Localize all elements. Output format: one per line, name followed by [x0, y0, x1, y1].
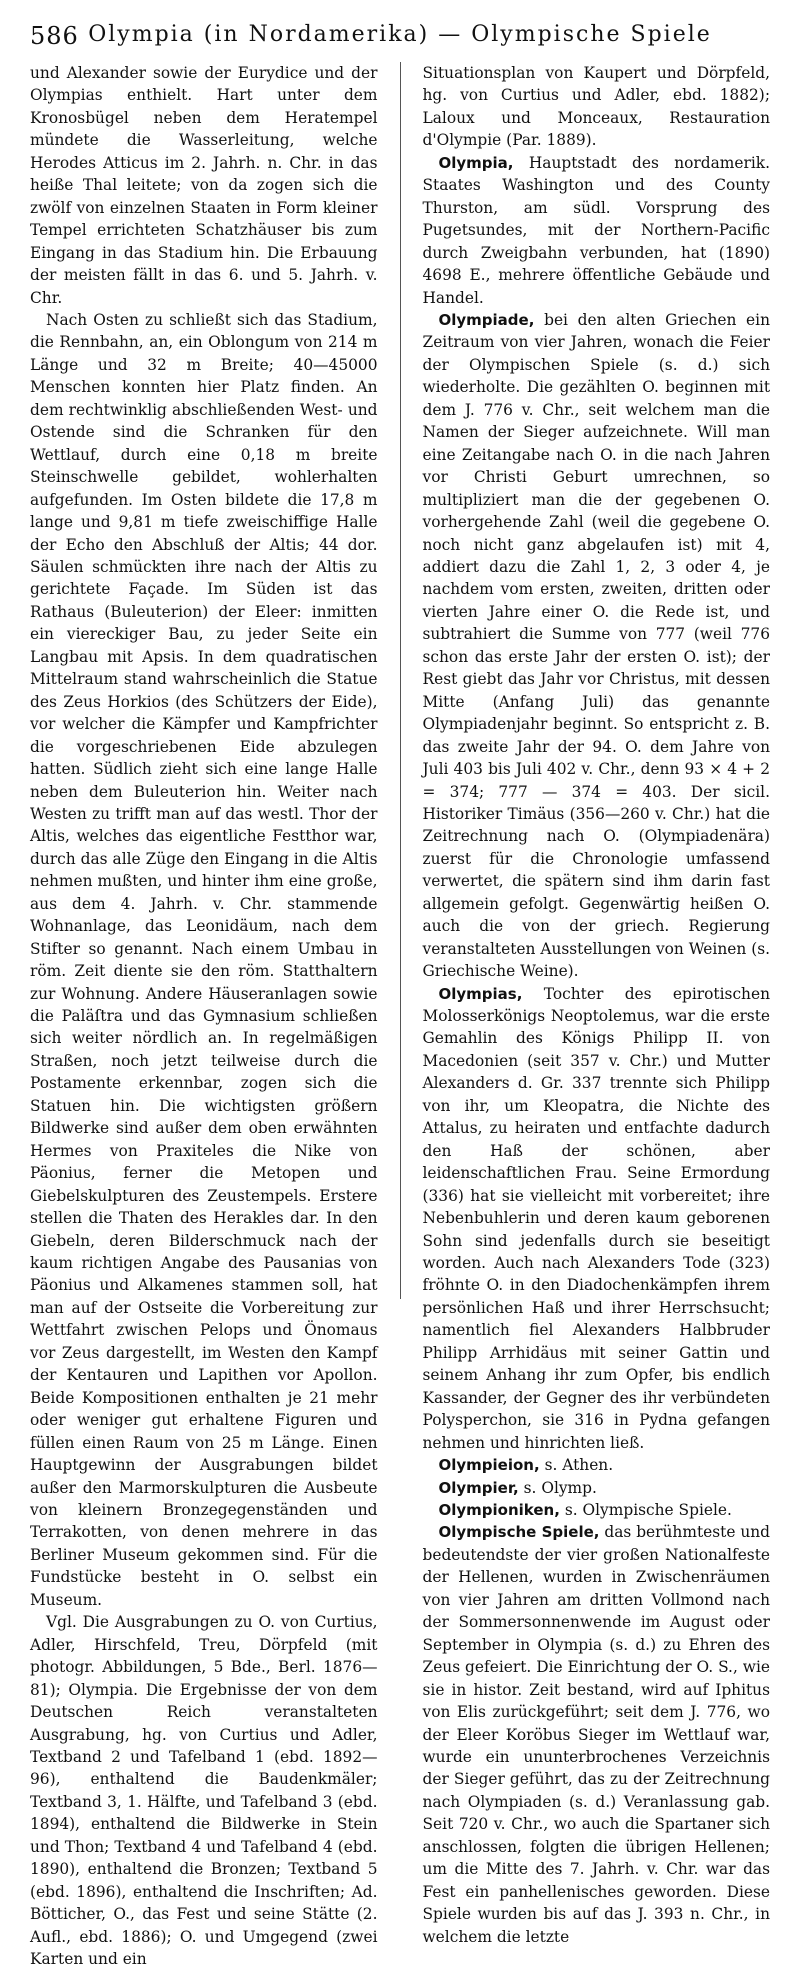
headword: Olympioniken,: [438, 1501, 560, 1519]
headword: Olympische Spiele,: [438, 1523, 600, 1542]
entry-olympische-spiele: [423, 1521, 771, 1948]
page-number: 586: [30, 22, 79, 50]
entry-text: Situationsplan von Kaupert und Dörpfeld, hg. von Curtius und Adler, ebd. 1882); Laloux und Monceaux, Restauration d'Olympie (Par. 1889).: [422, 64, 770, 150]
entry-olympiade: [423, 309, 771, 983]
page-header: [30, 14, 770, 54]
entry-text: Tochter des epirotischen Molosserkönigs Neoptolemus, war die erste Gemahlin des Königs Philipp II. von Macedonien (seit 357 v. Chr.) und Mutter Alexanders d. Gr. 337 trennte sich Philipp von ihr, um Kleopatra, die Nichte des Attalus, zu heiraten und entfachte dadurch den Haß der schönen, aber leidenschaftlichen Frau. Seine Ermordung (336) hat sie vielleicht mit vorbereitet; ihre Nebenbuhlerin und deren kaum geborenen Sohn sind jedenfalls durch sie beseitigt worden. Auch nach Alexanders Tode (323) fröhnte O. in den Diadochenkämpfen ihrem persönlichen Haß und ihrer Herrschsucht; namentlich fiel Alexanders Halbbruder Philipp Arrhidäus mit seiner Gattin und seinem Anhang ihr zum Opfer, bis endlich Kassander, der Gegner des ihr verbündeten Polysperchon, sie 316 in Pydna gefangen nehmen und hinrichten ließ.: [422, 984, 770, 1452]
entry-text: Hauptstadt des nordamerik. Staates Washington und des County Thurston, am südl. Vorsprung des Pugetsundes, mit der Northern-Pacific durch Zweigbahn verbunden, hat (1890) 4698 E., mehrere öffentliche Gebäude und Handel.: [422, 153, 770, 307]
entry-olympias: [423, 983, 771, 1455]
text-columns: [30, 62, 771, 1969]
entry-text: bei den alten Griechen ein Zeitraum von vier Jahren, wonach die Feier der Olympischen Spiele (s. d.) sich wiederholte. Die gezählten O. beginnen mit dem J. 776 v. Chr., seit welchem man die Namen der Sieger aufzeichnete. Will man eine Zeitangabe nach O. in die nach Jahren vor Christi Geburt umrechnen, so multipliziert man die der gegebenen O. vorhergehende Zahl (weil die gegebene O. noch nicht ganz abgelaufen ist) mit 4, addiert dazu die Zahl 1, 2, 3 oder 4, je nachdem vom ersten, zweiten, dritten oder vierten Jahre einer O. die Rede ist, und subtrahiert die Summe von 777 (weil 776 schon das erste Jahr der ersten O. ist); der Rest giebt das Jahr vor Christus, mit dessen Mitte (Anfang Juli) das genannte Olympiadenjahr beginnt. So entspricht z. B. das zweite Jahr der 94. O. dem Jahre von Juli 403 bis Juli 402 v. Chr., denn 93 × 4 + 2 = 374; 777 — 374 = 403. Der sicil. Historiker Timäus (356—260 v. Chr.) hat die Zeitrechnung nach O. (Olympiadenära) zuerst für die Chronologie umfassend verwertet, die spätern sind ihm darin fast allgemein gefolgt. Gegenwärtig heißen O. auch die von der griech. Regierung veranstalteten Ausstellungen von Weinen (s. Griechische Weine).: [422, 310, 770, 981]
entry-text: s. Olymp.: [518, 1478, 597, 1497]
entry-olympieion: [423, 1454, 771, 1476]
paragraph: Vgl. Die Ausgrabungen zu O. von Curtius, Adler, Hirschfeld, Treu, Dörpfeld (mit photogr. Abbildungen, 5 Bde., Berl. 1876—81); Olympia. Die Ergebnisse der von dem Deutschen Reich veranstalteten Ausgrabung, hg. von Curtius und Adler, Textband 2 und Tafelband 1 (ebd. 1892—96), enthaltend die Baudenkmäler; Textband 3, 1. Hälfte, und Tafelband 3 (ebd. 1894), enthaltend die Bildwerke in Stein und Thon; Textband 4 und Tafelband 4 (ebd. 1890), enthaltend die Bronzen; Textband 5 (ebd. 1896), enthaltend die Inschriften; Ad. Bötticher, O., das Fest und seine Stätte (2. Aufl., ebd. 1886); O. und Umgegend (zwei Karten und ein: [30, 1613, 378, 1969]
headword: Olympia,: [438, 153, 514, 172]
headword: Olympieion,: [438, 1456, 540, 1475]
headword: Olympias,: [438, 984, 523, 1003]
headword: Olympiade,: [438, 310, 535, 329]
entry-text: das berühmteste und bedeutendste der vier großen Nationalfeste der Hellenen, wurden in Zwischenräumen von vier Jahren am dritten Vollmond nach der Sommersonnenwende im August oder September in Olympia (s. d.) zu Ehren des Zeus gefeiert. Die Einrichtung der O. S., wie sie in histor. Zeit bestand, wird auf Iphitus von Elis zurückgeführt; seit dem J. 776, wo der Eleer Koröbus Sieger im Wettlauf war, wurde ein ununterbrochenes Verzeichnis der Sieger geführt, das zu der Zeitrechnung nach Olympiaden (s. d.) Veranlassung gab. Seit 720 v. Chr., wo auch die Spartaner sich anschlossen, folgten die übrigen Hellenen; um die Mitte des 7. Jahrh. v. Chr. war das Fest ein panhellenisches geworden. Diese Spiele wurden bis auf das J. 393 n. Chr., in welchem die letzte: [422, 1523, 771, 1946]
headword: Olympier,: [438, 1478, 519, 1497]
right-column: [422, 62, 771, 1946]
entry-olympia: [423, 152, 771, 309]
running-head: Olympia (in Nordamerika) — Olympische Spiele: [88, 22, 712, 47]
entry-olympioniken: [423, 1499, 771, 1521]
column-divider: [400, 62, 401, 1299]
entry-continuation: [423, 62, 771, 152]
paragraph: Nach Osten zu schließt sich das Stadium, die Rennbahn, an, ein Oblongum von 214 m Länge und 32 m Breite; 40—45000 Menschen konnten hier Platz finden. An dem rechtwinklig abschließenden West- und Ostende sind die Schranken für den Wettlauf, durch eine 0,18 m breite Steinschwelle gebildet, wohlerhalten aufgefunden. Im Osten bildete die 17,8 m lange und 9,81 m tiefe zweischiffige Halle der Echo den Abschluß der Altis; 44 dor. Säulen schmückten ihre nach der Altis zu gerichtete Façade. Im Süden ist das Rathaus (Buleuterion) der Eleer: inmitten ein viereckiger Bau, zu jeder Seite ein Langbau mit Apsis. In dem quadratischen Mittelraum stand wahrscheinlich die Statue des Zeus Horkios (des Schützers der Eide), vor welcher die Kämpfer und Kampfrichter die vorgeschriebenen Eide abzulegen hatten. Südlich zieht sich eine lange Halle neben dem Buleuterion hin. Weiter nach Westen zu trifft man auf das westl. Thor der Altis, welches das eigentliche Festthor war, durch das alle Züge den Eingang in die Altis nehmen mußten, und hinter ihm eine große, aus dem 4. Jahrh. v. Chr. stammende Wohnanlage, das Leonidäum, nach dem Stifter so genannt. Nach einem Umbau in röm. Zeit diente sie den röm. Statthaltern zur Wohnung. Andere Häuseranlagen sowie die Paläſtra und das Gymnasium schließen sich weiter nördlich an. In regelmäßigen Straßen, noch jetzt teilweise durch die Postamente erkennbar, zogen sich die Statuen hin. Die wichtigsten größern Bildwerke sind außer dem oben erwähnten Hermes von Praxiteles die Nike von Päonius, ferner die Metopen und Giebelskulpturen des Zeustempels. Erstere stellen die Thaten des Herakles dar. In den Giebeln, deren Bilderschmuck nach der kaum richtigen Angabe des Pausanias von Päonius und Alkamenes stammen soll, hat man auf der Ostseite die Vorbereitung zur Wettfahrt zwischen Pelops und Önomaus vor Zeus dargestellt, im Westen den Kampf der Kentauren und Lapithen vor Apollon. Beide Kompositionen enthalten je 21 mehr oder weniger gut erhaltene Figuren und füllen einen Raum von 25 m Länge. Einen Hauptgewinn der Ausgrabungen bildet außer den Marmorskulpturen die Ausbeute von kleinern Bronzegegenständen und Terrakotten, von denen mehrere in das Berliner Museum gekommen sind. Für die Fundstücke besteht in O. selbst ein Museum.: [30, 310, 378, 1609]
paragraph: und Alexander sowie der Eurydice und der Olympias enthielt. Hart unter dem Kronosbügel neben dem Heratempel mündete die Wasserleitung, welche Herodes Atticus im 2. Jahrh. n. Chr. in das heiße Thal leitete; von da zogen sich die zwölf von einzelnen Staaten in Form kleiner Tempel errichteten Schatzhäuser bis zum Eingang in das Stadium hin. Die Erbauung der meisten fällt in das 6. und 5. Jahrh. v. Chr.: [30, 64, 378, 307]
entry-olympier: [423, 1477, 771, 1499]
entry-text: s. Olympische Spiele.: [559, 1501, 732, 1519]
left-column: [30, 62, 378, 1969]
entry-text: s. Athen.: [539, 1456, 614, 1475]
